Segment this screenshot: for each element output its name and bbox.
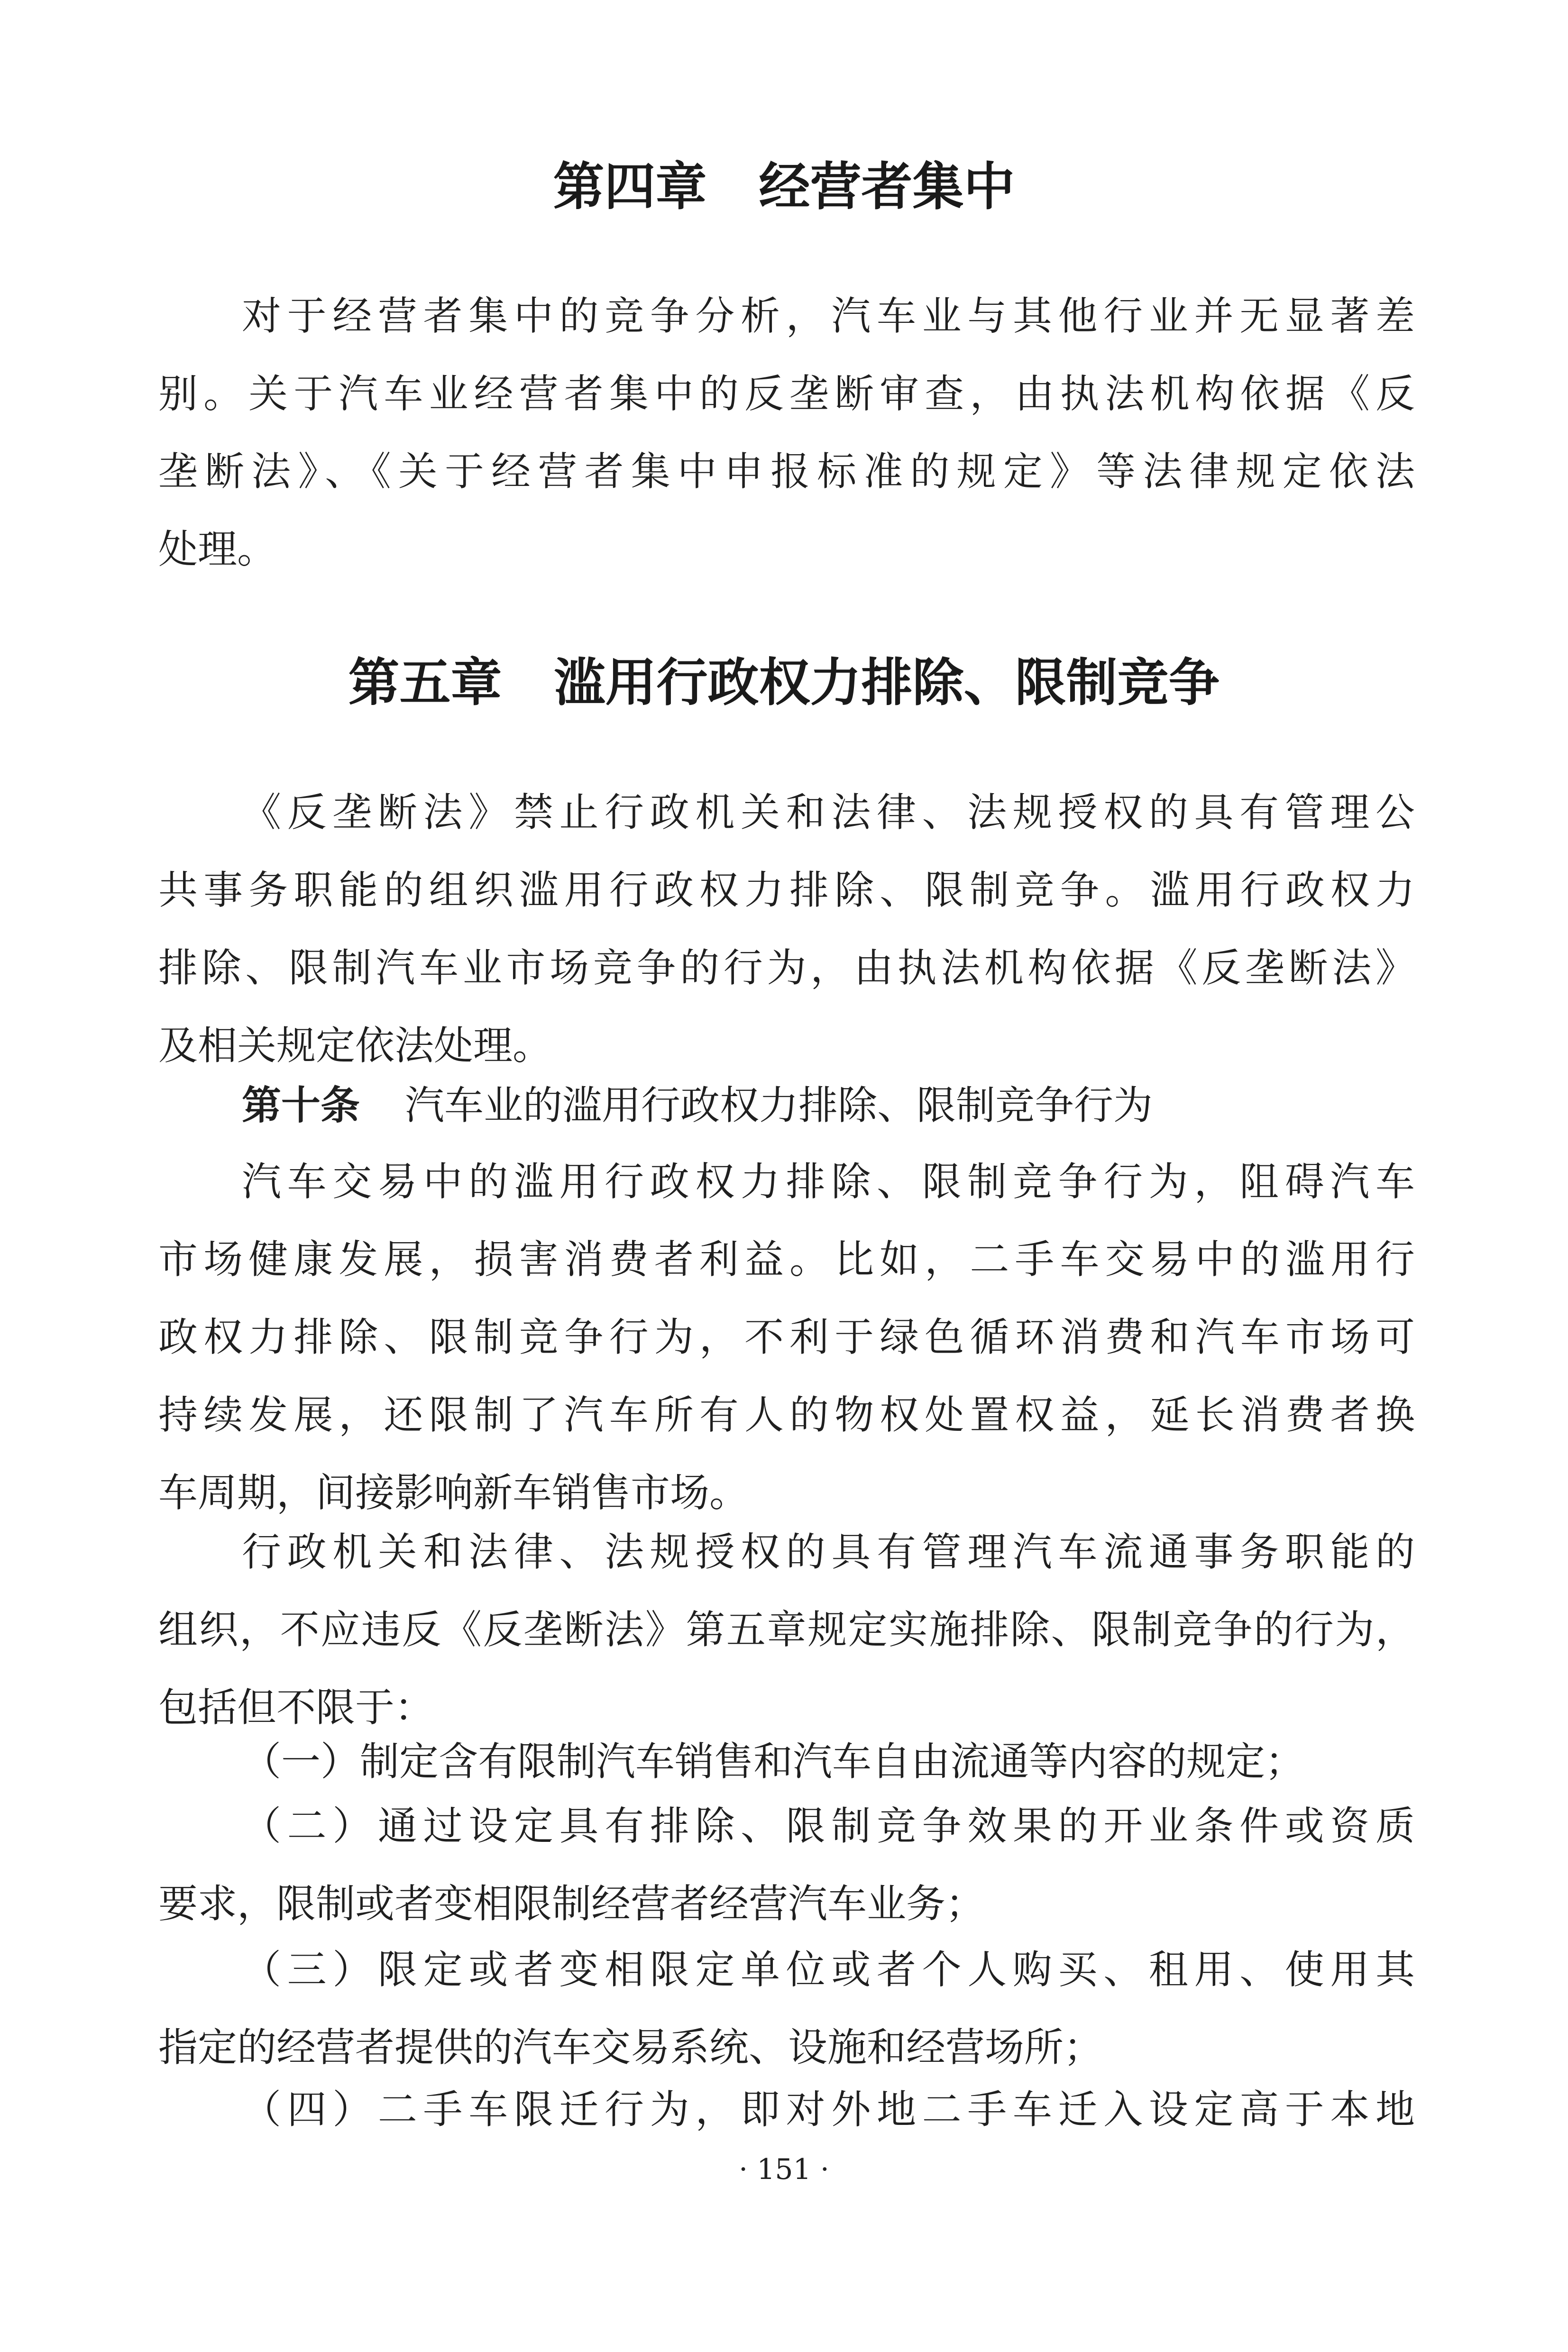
list-item: （一）制定含有限制汽车销售和汽车自由流通等内容的规定； <box>242 1739 1304 1785</box>
article-10-paragraph-line: 车周期，间接影响新车销售市场。 <box>158 1470 749 1516</box>
chapter-4-paragraph-line: 对于经营者集中的竞争分析，汽车业与其他行业并无显著差 <box>242 293 1415 339</box>
article-10-title: 汽车业的滥用行政权力排除、限制竞争行为 <box>405 1082 1153 1128</box>
chapter-5-number: 第五章 <box>348 653 502 713</box>
article-10-label: 第十条 <box>242 1082 360 1128</box>
chapter-4-title: 经营者集中 <box>759 157 1015 217</box>
chapter-5-heading <box>0 652 1568 714</box>
article-10-paragraph-line: 汽车交易中的滥用行政权力排除、限制竞争行为，阻碍汽车 <box>242 1159 1415 1205</box>
chapter-5-title: 滥用行政权力排除、限制竞争 <box>554 653 1220 713</box>
chapter-4-paragraph-line: 别。关于汽车业经营者集中的反垄断审查，由执法机构依据《反 <box>158 371 1415 417</box>
article-10-paragraph-line: 行政机关和法律、法规授权的具有管理汽车流通事务职能的 <box>242 1529 1415 1575</box>
list-item: （四）二手车限迁行为，即对外地二手车迁入设定高于本地 <box>242 2087 1415 2132</box>
article-10-paragraph-line: 持续发展，还限制了汽车所有人的物权处置权益，延长消费者换 <box>158 1392 1415 1438</box>
chapter-4-heading <box>0 156 1568 218</box>
list-item-continuation: 指定的经营者提供的汽车交易系统、设施和经营场所； <box>158 2024 1103 2070</box>
chapter-4-paragraph-line: 垄断法》、《关于经营者集中申报标准的规定》等法律规定依法 <box>158 448 1415 494</box>
article-10-paragraph-line: 包括但不限于： <box>158 1684 434 1730</box>
page-number: · 151 · <box>739 2153 829 2186</box>
chapter-4-number: 第四章 <box>553 157 707 217</box>
article-10-paragraph-line: 政权力排除、限制竞争行为，不利于绿色循环消费和汽车市场可 <box>158 1314 1415 1360</box>
article-10-paragraph-line: 组织，不应违反《反垄断法》第五章规定实施排除、限制竞争的行为， <box>158 1607 1415 1653</box>
chapter-5-paragraph-line: 及相关规定依法处理。 <box>158 1023 552 1069</box>
chapter-4-paragraph-line: 处理。 <box>158 526 276 572</box>
list-item: （三）限定或者变相限定单位或者个人购买、租用、使用其 <box>242 1947 1415 1993</box>
chapter-5-paragraph-line: 排除、限制汽车业市场竞争的行为，由执法机构依据《反垄断法》 <box>158 945 1415 991</box>
article-10-paragraph-line: 市场健康发展，损害消费者利益。比如，二手车交易中的滥用行 <box>158 1236 1415 1282</box>
list-item: （二）通过设定具有排除、限制竞争效果的开业条件或资质 <box>242 1803 1415 1849</box>
article-10-heading <box>242 1082 1415 1129</box>
chapter-5-paragraph-line: 共事务职能的组织滥用行政权力排除、限制竞争。滥用行政权力 <box>158 867 1415 913</box>
list-item-continuation: 要求，限制或者变相限制经营者经营汽车业务； <box>158 1881 985 1927</box>
chapter-5-paragraph-line: 《反垄断法》禁止行政机关和法律、法规授权的具有管理公 <box>242 789 1415 835</box>
